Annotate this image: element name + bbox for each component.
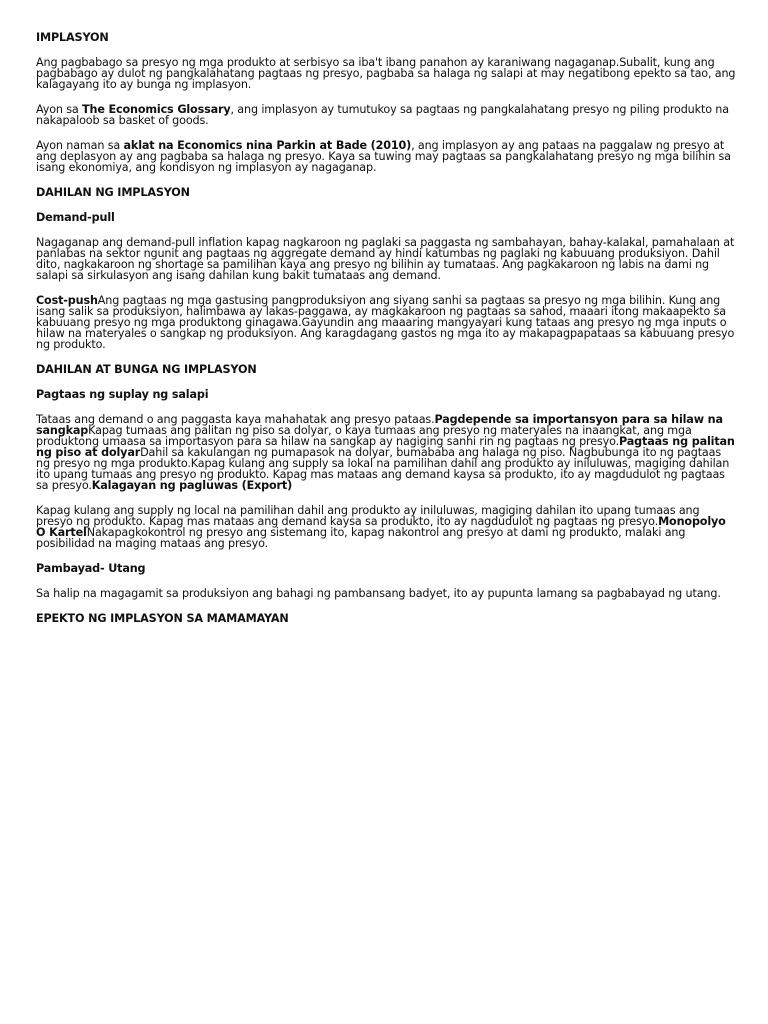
paragraph-cost-push-text: Ang pagtaas ng mga gastusing pangproduksiyon ang siyang sanhi sa pagtaas sa presyo ng mga bilihin. Kung ang isang salik sa produksiyon, halimbawa ay lakas-paggawa, ay magkakaroon ng pagtaas sa sahod, maaari itong makaapekto sa kabuuang presyo ng mga produktong ginagawa.Gayundin ang maaaring mangyayari kung tataas ang presyo ng mga inputs o hilaw na materyales o sangkap ng produksiyon. Ang karagdagang gastos ng mga ito ay makapagpapataas sa kabuuang presyo ng produkto. bbox=[36, 294, 735, 351]
paragraph-suplay-text-2: Kapag tumaas ang palitan ng piso sa dolyar, o kaya tumaas ang presyo ng materyales na inaangkat, ang mga produktong umaasa sa importasyon para sa hilaw na sangkap ay nagiging sanhi rin ng pagtaas ng presyo. bbox=[36, 424, 692, 448]
paragraph-glossary-lead: Ayon sa bbox=[36, 103, 83, 116]
pagluwas-term: Kalagayan ng pagluwas (Export) bbox=[91, 479, 293, 492]
palitan-term: Pagtaas ng palitan ng piso at dolyar bbox=[36, 435, 735, 459]
document-page bbox=[36, 32, 736, 638]
paragraph-export-text-1: Kapag kulang ang supply ng local na pamilihan dahil ang produkto ay iniluluwas, magiging dahilan ito upang tumaas ang presyo ng produkto. Kapag mas mataas ang demand kaysa sa produkto, ito ay nagdudulot ng pagtaas ng presyo. bbox=[36, 504, 700, 528]
paragraph-suplay-text-1: Tataas ang demand o ang paggasta kaya mahahatak ang presyo pataas. bbox=[36, 413, 435, 426]
paragraph-glossary-text: , ang implasyon ay tumutukoy sa pagtaas ng pangkalahatang presyo ng piling produkto na nakapaloob sa basket of goods. bbox=[36, 103, 729, 127]
doc-title: IMPLASYON bbox=[36, 31, 109, 44]
monopolyo-term: Monopolyo O Kartel bbox=[36, 515, 726, 539]
parkin-bade-ref: aklat na Economics nina Parkin at Bade (2010) bbox=[123, 139, 412, 152]
heading-dahilan: DAHILAN NG IMPLASYON bbox=[36, 186, 190, 199]
heading-epekto: EPEKTO NG IMPLASYON SA MAMAMAYAN bbox=[36, 612, 289, 625]
paragraph-utang: Sa halip na magagamit sa produksiyon ang bahagi ng pambansang badyet, ito ay pupunta lamang sa pagbabayad ng utang. bbox=[36, 587, 721, 600]
paragraph-glossary bbox=[36, 104, 736, 126]
paragraph-demand-pull: Nagaganap ang demand-pull inflation kapag nagkaroon ng paglaki sa paggasta ng sambahayan, bahay-kalakal, pamahalaan at panlabas na sektor ngunit ang pagtaas ng aggregate demand ay hindi katumbas ng paglaki ng kabuuang produksiyon. Dahil dito, nagkakaroon ng shortage sa pamilihan kaya ang presyo ng bilihin ay tumataas. Ang pagkakaroon ng labis na dami ng salapi sa sirkulasyon ang isang dahilan kung bakit tumataas ang demand. bbox=[36, 236, 735, 282]
heading-pambayad-utang: Pambayad- Utang bbox=[36, 562, 146, 575]
cost-push-term: Cost-push bbox=[36, 294, 98, 307]
paragraph-intro: Ang pagbabago sa presyo ng mga produkto at serbisyo sa iba't ibang panahon ay karaniwang nagaganap.Subalit, kung ang pagbabago ay dulot ng pangkalahatang pagtaas ng presyo, pagbaba sa halaga ng salapi at may negatibong epekto sa tao, ang kalagayang ito ay bunga ng implasyon. bbox=[36, 56, 736, 91]
heading-suplay-salapi: Pagtaas ng suplay ng salapi bbox=[36, 388, 209, 401]
heading-dahilan-bunga: DAHILAN AT BUNGA NG IMPLASYON bbox=[36, 363, 257, 376]
paragraph-parkin-text: , ang implasyon ay ang pataas na paggalaw ng presyo at ang deplasyon ay ang pagbaba sa halaga ng presyo. Kaya sa tuwing may pagtaas sa pangkalahatang presyo ng mga bilihin sa isang ekonomiya, ang kondisyon ng implasyon ay nagaganap. bbox=[36, 139, 731, 174]
paragraph-parkin-bade bbox=[36, 140, 736, 173]
economics-glossary-ref: The Economics Glossary bbox=[82, 103, 231, 116]
paragraph-export bbox=[36, 505, 736, 549]
paragraph-cost-push bbox=[36, 295, 736, 350]
paragraph-suplay-text-3: Dahil sa kakulangan ng pumapasok na dolyar, bumababa ang halaga ng piso. Nagbubunga ito ng pagtaas ng presyo ng mga produkto.Kapag kulang ang supply sa lokal na pamilihan dahil ang produkto ay iniluluwas, magiging dahilan ito upang tumaas ang presyo ng produkto. Kapag mas mataas ang demand kaysa sa produkto, ito ay magdudulot ng pagtaas sa presyo. bbox=[36, 446, 730, 492]
heading-demand-pull: Demand-pull bbox=[36, 211, 115, 224]
paragraph-suplay bbox=[36, 414, 736, 491]
importansyon-term: Pagdepende sa importansyon para sa hilaw na sangkap bbox=[36, 413, 723, 437]
paragraph-export-text-2: Nakapagkokontrol ng presyo ang sistemang ito, kapag nakontrol ang presyo at dami ng produkto, malaki ang posibilidad na maging mataas ang presyo. bbox=[36, 526, 686, 550]
paragraph-parkin-lead: Ayon naman sa bbox=[36, 139, 124, 152]
